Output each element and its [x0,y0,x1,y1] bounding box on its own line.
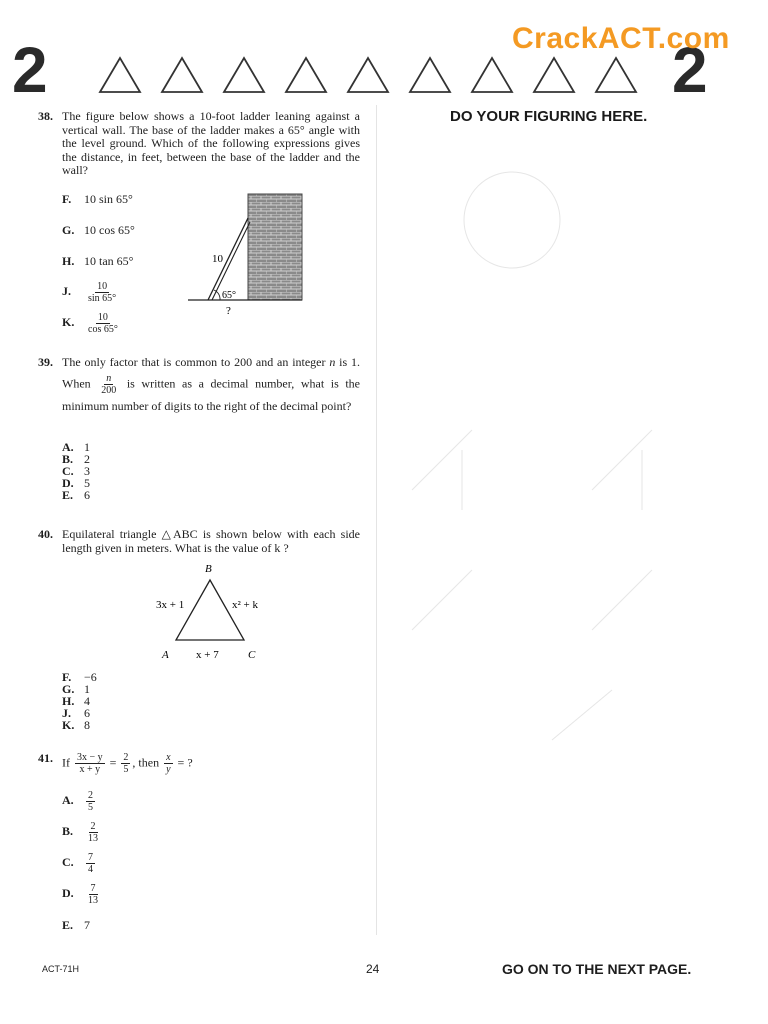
question-39 [38,352,360,417]
option-j[interactable]: J. 6 [62,706,90,720]
angle-label: 65° [222,290,236,301]
side-bc-label: x² + k [232,599,259,611]
triangle-icon [596,58,636,92]
section-number: 2 [12,34,48,106]
side-ac-label: x + 7 [196,649,219,661]
fraction: $\frac{x}{y}$ [166,752,171,775]
triangle-border-row [90,52,660,98]
fraction: $\frac{7}{13}$ [88,883,98,906]
question-41 [38,752,360,775]
option-a[interactable]: A. 1 [62,440,90,454]
option-e[interactable]: E. 6 [62,488,90,502]
fraction: $\frac{2}{5}$ [88,790,93,813]
option-b[interactable]: B. $\frac{2}{13}$ [62,821,98,844]
vertex-b: B [205,563,212,575]
figuring-label: DO YOUR FIGURING HERE. [450,108,648,125]
section-number-right: 2 [672,34,708,106]
question-number: 40. [38,527,53,541]
fraction: $\frac{n}{200}$ [101,373,117,396]
option-a[interactable]: A. $\frac{2}{5}$ [62,790,93,813]
fraction: $\frac{2}{5}$ [123,752,129,775]
fraction: $\frac{10}{\sin 65^\circ}$ [88,281,117,304]
ladder-figure [186,190,306,320]
question-38 [38,110,360,178]
page-number: 24 [366,962,380,976]
question-stem: The only factor that is common to 200 and an integer n is 1. When $\frac{n}{200}$ is written as a decimal number, what is the minimum number of digits to the right of the decimal point? [62,355,361,413]
ladder-length-label: 10 [212,253,223,265]
option-k[interactable]: K. 8 [62,718,90,732]
option-e[interactable]: E. 7 [62,918,90,932]
option-h[interactable]: H. 10 tan 65° [62,254,134,268]
triangle-icon [162,58,202,92]
column-divider [376,105,377,935]
triangle-icon [534,58,574,92]
triangle-icon [286,58,326,92]
question-number: 39. [38,355,53,369]
vertex-c: C [248,649,256,661]
triangle-icon [224,58,264,92]
option-d[interactable]: D. $\frac{7}{13}$ [62,883,98,906]
option-b[interactable]: B. 2 [62,452,90,466]
fraction: $\frac{3x - y}{x + y}$ [77,752,103,775]
fraction: $\frac{10}{\cos 65^\circ}$ [88,312,118,335]
question-stem: Equilateral triangle △ABC is shown below with each side length given in meters. What is the value of k ? [62,527,360,555]
triangle-icon [472,58,512,92]
form-code: ACT-71H [42,964,80,974]
vertex-a: A [162,649,169,661]
option-f[interactable]: F. 10 sin 65° [62,192,133,206]
triangle-icon [348,58,388,92]
triangle-figure [150,560,270,664]
option-f[interactable]: F. −6 [62,670,97,684]
option-c[interactable]: C. $\frac{7}{4}$ [62,852,93,875]
question-stem: If $\frac{3x - y}{x + y}$ = $\frac{2}{5}$ , then $\frac{x}{y}$ = ? [62,752,193,775]
option-g[interactable]: G. 1 [62,682,90,696]
next-page-instruction: GO ON TO THE NEXT PAGE. [502,961,692,977]
option-d[interactable]: D. 5 [62,476,90,490]
question-number: 41. [38,751,53,765]
option-c[interactable]: C. 3 [62,464,90,478]
bleed-through-shadow [392,130,742,910]
brick-wall [248,194,302,300]
option-k[interactable]: K. $\frac{10}{\cos 65^\circ}$ [62,312,118,335]
question-number: 38. [38,109,53,123]
fraction: $\frac{2}{13}$ [88,821,98,844]
triangle-icon [410,58,450,92]
option-j[interactable]: J. $\frac{10}{\sin 65^\circ}$ [62,281,117,304]
option-h[interactable]: H. 4 [62,694,90,708]
side-ab-label: 3x + 1 [156,599,185,611]
triangle-icon [100,58,140,92]
question-40 [38,528,360,555]
watermark-logo: CrackACT.com [512,22,730,55]
unknown-distance-label: ? [226,305,231,317]
option-g[interactable]: G. 10 cos 65° [62,223,135,237]
question-stem: The figure below shows a 10-foot ladder leaning against a vertical wall. The base of the ladder makes a 65° angle with the level ground. Which of the following expressions gives the distance, in feet, between the base of the ladder and the wall? [62,109,360,177]
fraction: $\frac{7}{4}$ [88,852,93,875]
